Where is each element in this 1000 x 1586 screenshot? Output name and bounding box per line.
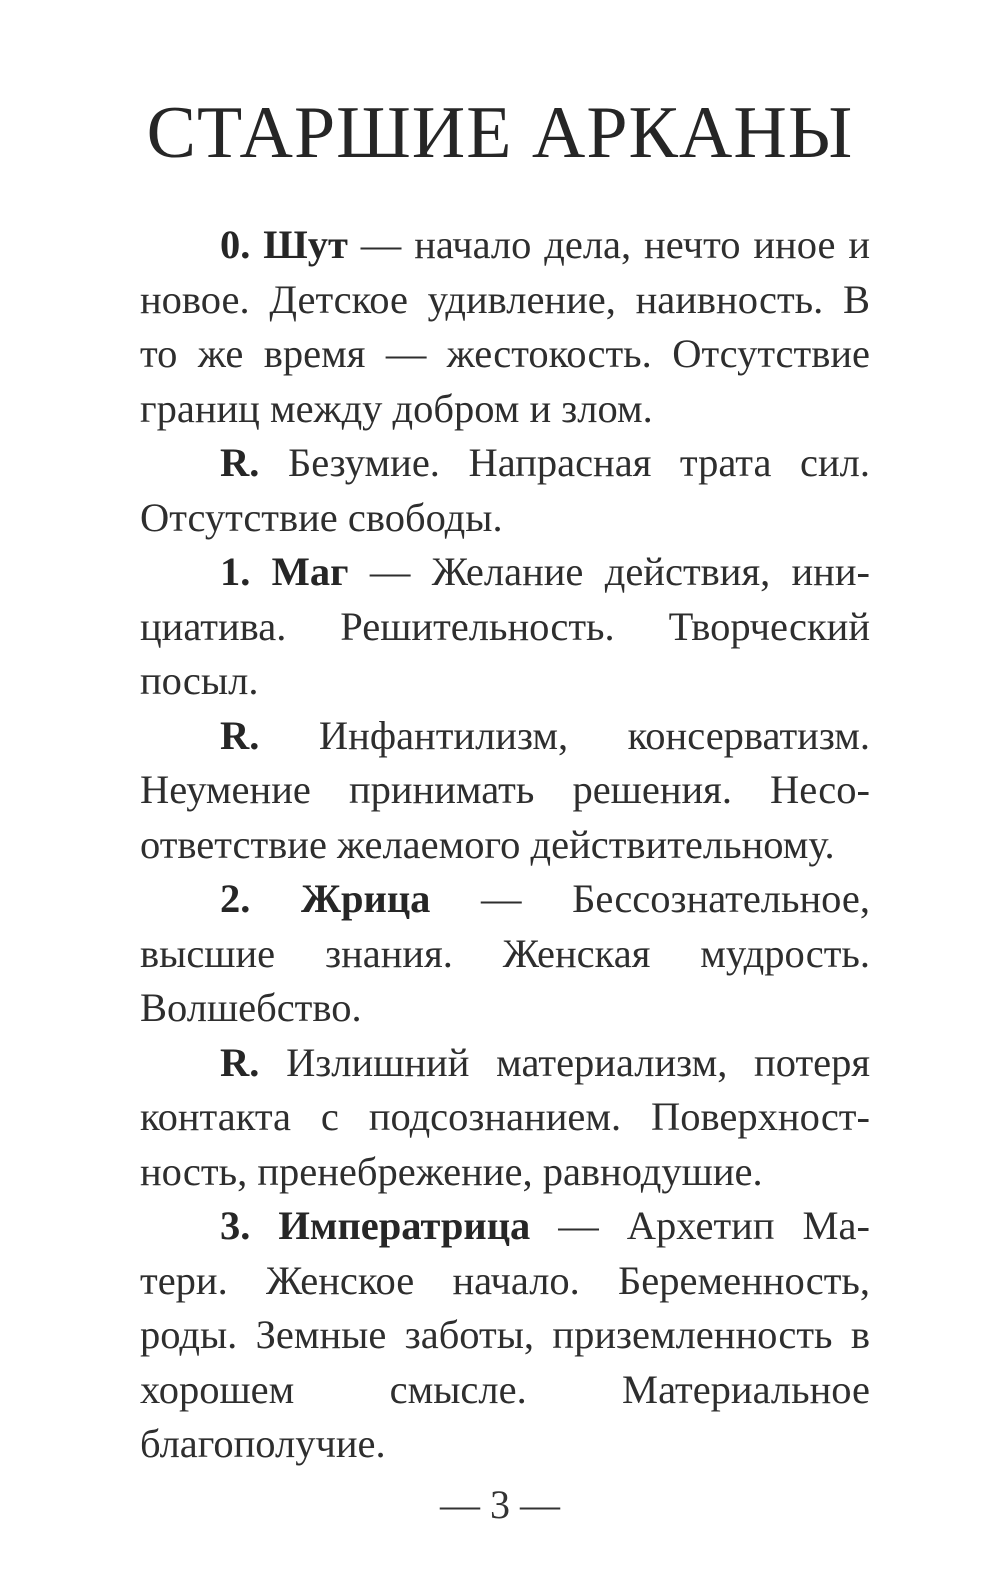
entry-dash: [259, 440, 288, 485]
entry-text: Инфантилизм, консерватизм. Неумение принимать решения. Несоответствие желаемого действительному.: [140, 712, 870, 867]
paragraph: [140, 1036, 870, 1200]
entry-text: Безумие. Напрасная трата сил. Отсутствие свободы.: [140, 440, 870, 540]
entry-dash: [259, 1040, 286, 1085]
entry-text: Архетип Матери. Женское начало. Беременность, роды. Земные заботы, приземленность в хорошем смысле. Материальное благополучие.: [140, 1203, 870, 1466]
entry-label: 0. Шут: [220, 222, 348, 267]
entry-text: Желание действия, инициатива. Решительность. Творческий посыл.: [140, 549, 871, 703]
entry-text: Бессознательное, высшие знания. Женская мудрость. Волшебство.: [140, 876, 870, 1030]
body-text: [140, 218, 870, 1472]
paragraph: [140, 872, 870, 1036]
entry-text: начало дела, нечто иное и новое. Детское удивление, наивность. В то же время — жестокость. Отсутствие границ между добром и злом.: [140, 222, 871, 431]
entry-dash: [259, 713, 319, 758]
page-number: — 3 —: [440, 1482, 560, 1527]
paragraph: [140, 545, 870, 709]
entry-dash: —: [430, 876, 573, 921]
paragraph: [140, 709, 870, 873]
paragraph: [140, 1199, 870, 1472]
entry-text: Излишний материализм, потеря контакта с подсознанием. Поверхностность, пренебрежение, равнодушие.: [140, 1039, 870, 1194]
entry-label: 2. Жрица: [220, 876, 431, 921]
entry-label: R.: [220, 712, 260, 758]
entry-dash: —: [347, 222, 415, 267]
paragraph: [140, 218, 870, 436]
entry-label: R.: [220, 440, 260, 485]
paragraph: [140, 436, 870, 545]
entry-label: 3. Императрица: [220, 1203, 531, 1248]
page-title: СТАРШИЕ АРКАНЫ: [146, 92, 854, 174]
entry-dash: —: [348, 549, 432, 594]
entry-label: R.: [220, 1039, 260, 1085]
entry-label: 1. Маг: [220, 549, 349, 594]
entry-dash: —: [530, 1203, 627, 1248]
